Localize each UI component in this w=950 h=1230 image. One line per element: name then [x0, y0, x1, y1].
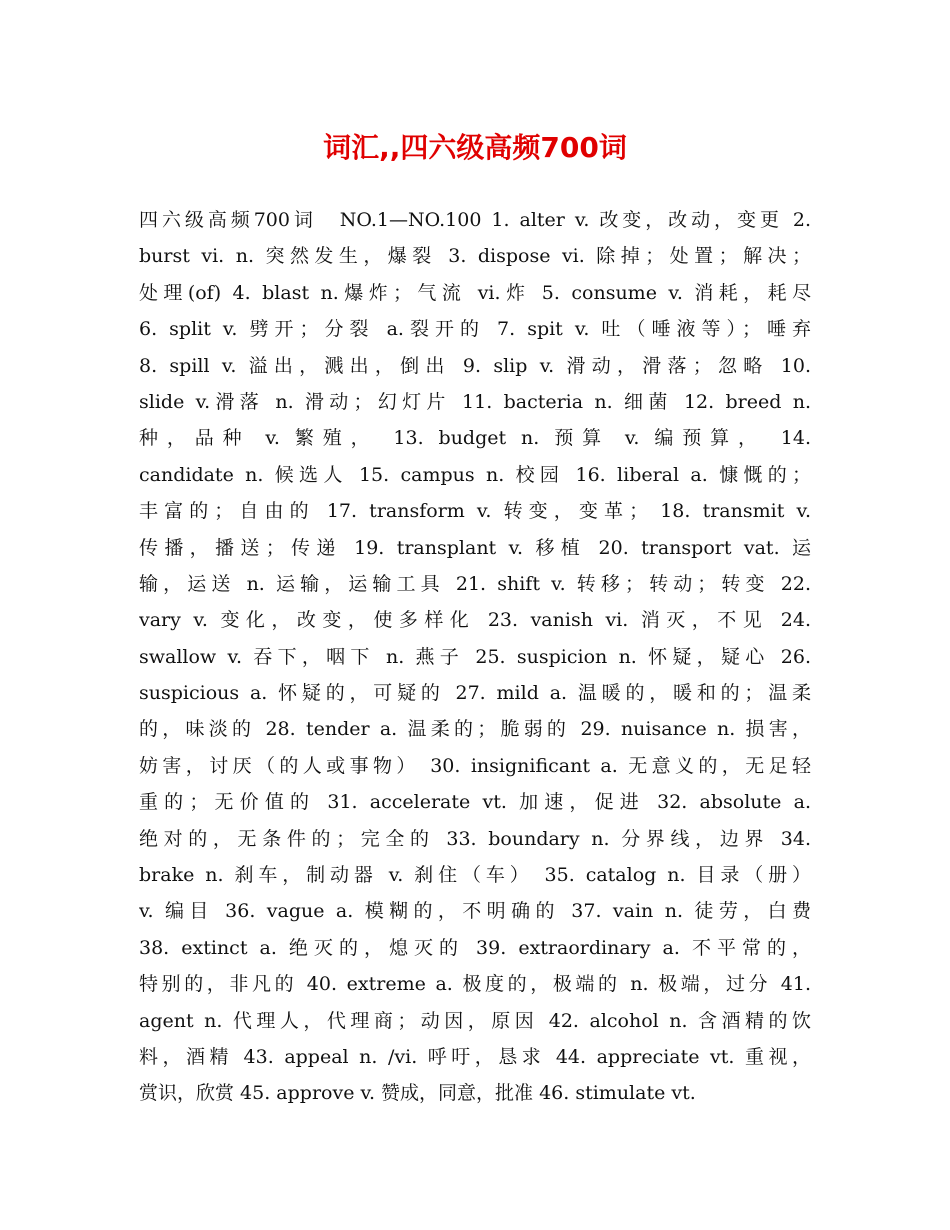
text-line: 输，运送 n. 运输，运输工具 21. shift v. 转移；转动；转变 22. [139, 572, 811, 595]
text-line: 8. spill v. 溢出，溅出，倒出 9. slip v. 滑动，滑落；忽略 10. [139, 354, 811, 377]
text-line: 特别的，非凡的 40. extreme a. 极度的，极端的 n. 极端，过分 41. [139, 973, 811, 996]
text-line: 的，味淡的 28. tender a. 温柔的；脆弱的 29. nuisance n. 损害， [139, 718, 811, 741]
text-line: 料，酒精 43. appeal n. /vi. 呼吁，恳求 44. appreciate vt. 重视， [139, 1045, 811, 1068]
document-body [139, 202, 811, 1112]
text-line: suspicious a. 怀疑的，可疑的 27. mild a. 温暖的，暖和的；温柔 [139, 682, 811, 705]
document-title: 词汇,,四六级高频700词 [323, 131, 627, 164]
text-line: agent n. 代理人，代理商；动因，原因 42. alcohol n. 含酒精的饮 [139, 1009, 811, 1032]
text-line: 丰富的；自由的 17. transform v. 转变，变革； 18. transmit v. [139, 500, 811, 523]
text-line: 赏识，欣赏 45. approve v. 赞成，同意，批准 46. stimulate vt. [139, 1082, 696, 1105]
text-line: 处理(of) 4. blast n.爆炸；气流 vi.炸 5. consume v. 消耗，耗尽 [139, 281, 811, 304]
text-line: v. 编目 36. vague a. 模糊的，不明确的 37. vain n. 徒劳，白费 [139, 900, 811, 923]
text-line: candidate n. 候选人 15. campus n. 校园 16. liberal a. 慷慨的； [139, 463, 811, 486]
text-line: brake n. 刹车，制动器 v. 刹住（车） 35. catalog n. 目录（册） [139, 864, 811, 887]
text-line: 6. split v. 劈开；分裂 a.裂开的 7. spit v. 吐（唾液等）；唾弃 [139, 318, 811, 341]
text-line: slide v.滑落 n. 滑动；幻灯片 11. bacteria n. 细菌 12. breed n. [139, 390, 811, 413]
text-line: burst vi. n. 突然发生，爆裂 3. dispose vi. 除掉；处置；解决； [139, 245, 811, 268]
text-line: 传播，播送；传递 19. transplant v. 移植 20. transport vat. 运 [139, 536, 811, 559]
text-line: 38. extinct a. 绝灭的，熄灭的 39. extraordinary a. 不平常的， [139, 936, 811, 959]
text-line: swallow v. 吞下，咽下 n. 燕子 25. suspicion n. 怀疑，疑心 26. [139, 645, 811, 668]
text-line: 妨害，讨厌（的人或事物） 30. insignificant a. 无意义的，无足轻 [139, 754, 811, 777]
text-line: 重的；无价值的 31. accelerate vt. 加速，促进 32. absolute a. [139, 791, 811, 814]
text-line: 四六级高频700词 NO.1—NO.100 1. alter v. 改变，改动，变更 2. [139, 209, 811, 231]
text-line: 绝对的，无条件的；完全的 33. boundary n. 分界线，边界 34. [139, 827, 811, 850]
text-line: vary v. 变化，改变，使多样化 23. vanish vi. 消灭，不见 24. [139, 609, 811, 632]
text-line: 种，品种 v. 繁殖， 13. budget n. 预算 v. 编预算， 14. [139, 427, 811, 450]
